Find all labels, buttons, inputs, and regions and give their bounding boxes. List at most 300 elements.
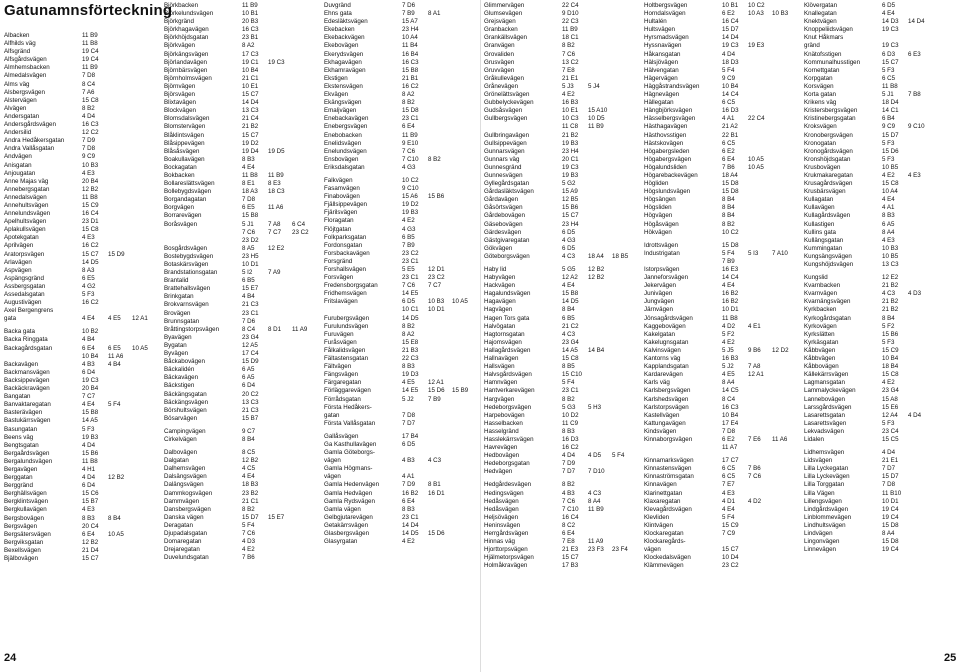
map-grid-code: 11 B9 bbox=[588, 123, 604, 131]
map-grid-code: 7 C7 bbox=[82, 393, 96, 401]
map-grid-code: 4 C3 bbox=[882, 290, 896, 298]
street-entry bbox=[484, 290, 640, 298]
street-name: Anne Majas väg bbox=[4, 177, 49, 185]
map-grid-code: 13 C3 bbox=[242, 398, 259, 406]
street-entry bbox=[164, 522, 320, 530]
street-name: Kyrkovägen bbox=[804, 322, 837, 330]
map-grid-code: 16 B2 bbox=[722, 298, 739, 306]
street-entry bbox=[644, 204, 800, 212]
street-entry bbox=[164, 277, 320, 285]
map-grid-code: 7 D7 bbox=[882, 465, 896, 473]
street-name: Hälvengatan bbox=[644, 66, 679, 74]
street-entry bbox=[164, 506, 320, 514]
map-grid-code: 13 C3 bbox=[882, 261, 899, 268]
street-name: Björkhöjdsgatan bbox=[164, 34, 209, 42]
street-name: Herrgårdsvägen bbox=[484, 530, 529, 537]
map-grid-code: 4 D2 bbox=[748, 497, 762, 505]
map-grid-code: 17 E4 bbox=[722, 419, 739, 427]
street-name: Källekärrsvägen bbox=[804, 371, 849, 379]
map-grid-code: 4 B4 bbox=[242, 293, 255, 301]
map-grid-code: 22 C3 bbox=[562, 18, 579, 26]
street-entry bbox=[164, 490, 320, 498]
street-entry bbox=[804, 51, 954, 59]
map-grid-code: 21 B1 bbox=[402, 74, 419, 82]
map-grid-code: 4 D4 bbox=[908, 411, 922, 419]
map-grid-code: 4 G3 bbox=[562, 236, 576, 244]
street-column-1 bbox=[4, 32, 160, 563]
street-name: Boakullavägen bbox=[164, 155, 205, 163]
street-name: Kommunalhusstigen bbox=[804, 58, 861, 66]
map-grid-code: 4 E5 bbox=[402, 379, 415, 387]
street-name: Augustivägen bbox=[4, 299, 42, 307]
map-grid-code: 7 D8 bbox=[82, 145, 96, 153]
map-grid-code: 6 E2 bbox=[722, 435, 735, 443]
map-grid-code: 15 B8 bbox=[402, 66, 419, 74]
street-entry bbox=[324, 315, 480, 323]
street-entry bbox=[484, 2, 640, 10]
street-entry bbox=[644, 490, 800, 498]
street-entry bbox=[164, 10, 320, 18]
map-grid-code: 7 B9 bbox=[402, 241, 415, 249]
street-entry bbox=[644, 26, 800, 34]
map-grid-code: 5 J1 bbox=[882, 91, 894, 99]
street-entry bbox=[484, 221, 640, 229]
street-name: Emaljvägen bbox=[324, 107, 357, 115]
street-entry bbox=[164, 188, 320, 196]
street-entry bbox=[164, 449, 320, 457]
street-entry bbox=[484, 428, 640, 436]
street-name: Ekerydsvägen bbox=[324, 50, 364, 58]
map-grid-code: 19 D2 bbox=[402, 201, 419, 209]
street-entry bbox=[324, 242, 480, 250]
street-entry bbox=[804, 546, 954, 554]
street-name: Kronshöjdsgatan bbox=[804, 155, 851, 163]
street-entry bbox=[804, 91, 954, 99]
map-grid-code: 19 D4 bbox=[242, 147, 259, 155]
street-entry bbox=[164, 465, 320, 473]
street-name: Kungslid bbox=[804, 274, 828, 282]
street-entry bbox=[4, 40, 160, 48]
map-grid-code: 4 E2 bbox=[402, 217, 415, 225]
map-grid-code: 15 B7 bbox=[242, 414, 259, 422]
map-grid-code: 21 B2 bbox=[882, 282, 899, 290]
street-name: Lindgårdsvägen bbox=[804, 505, 849, 513]
street-name: Borgvägen bbox=[164, 204, 194, 212]
map-grid-code: 4 H1 bbox=[82, 465, 96, 473]
map-grid-code: 10 A5 bbox=[108, 530, 124, 538]
map-grid-code: 23 C1 bbox=[402, 513, 419, 521]
street-name: Bäckängsgatan bbox=[164, 390, 207, 398]
map-grid-code: 21 E3 bbox=[562, 546, 579, 554]
street-entry bbox=[4, 442, 160, 450]
street-name: Kinnamarksvägen bbox=[644, 457, 694, 465]
street-entry bbox=[164, 407, 320, 415]
street-name: Kristinebergsgatan bbox=[804, 115, 856, 123]
street-entry bbox=[164, 293, 320, 301]
street-name: Krikens väg bbox=[804, 99, 837, 107]
street-name: Gelbgjutarevägen bbox=[324, 513, 373, 521]
street-name: Andersgatan bbox=[4, 112, 40, 120]
street-name: Kinnastensvägen bbox=[644, 465, 692, 473]
map-grid-code: 15 C8 bbox=[82, 226, 99, 234]
map-grid-code: 21 B2 bbox=[882, 306, 899, 314]
street-entry bbox=[324, 123, 480, 131]
map-grid-code: 4 D3 bbox=[242, 538, 256, 546]
street-name: Hagtornsgatan bbox=[484, 330, 525, 338]
street-name: Klövergatan bbox=[804, 2, 838, 9]
map-grid-code: 14 D4 bbox=[908, 18, 925, 26]
street-name: Bergsbovägen bbox=[4, 514, 44, 522]
map-grid-code: 16 B4 bbox=[402, 50, 419, 58]
map-grid-code: 22 C4 bbox=[562, 2, 579, 9]
street-name: Bergklintsvägen bbox=[4, 498, 49, 506]
street-entry bbox=[4, 409, 160, 417]
map-grid-code: 8 B2 bbox=[562, 42, 575, 50]
street-entry bbox=[324, 217, 480, 225]
street-name: Aratorpsvägen bbox=[4, 250, 45, 258]
map-grid-code: 15 B8 bbox=[562, 290, 579, 298]
street-entry bbox=[644, 140, 800, 148]
street-name: Industrigatan bbox=[644, 249, 680, 257]
street-entry bbox=[644, 172, 800, 180]
map-grid-code: 23 G4 bbox=[882, 387, 899, 395]
street-entry bbox=[324, 379, 480, 387]
street-entry bbox=[164, 156, 320, 164]
street-name: Hultsvägen bbox=[644, 26, 675, 34]
map-grid-code: 11 A9 bbox=[588, 538, 604, 546]
street-entry bbox=[804, 180, 954, 188]
street-entry bbox=[484, 164, 640, 172]
street-name: Gubbelyckevägen bbox=[484, 99, 534, 107]
street-entry bbox=[804, 59, 954, 67]
street-entry bbox=[644, 481, 800, 489]
street-name: Hedåsvägen bbox=[484, 505, 519, 513]
map-grid-code: 5 J5 bbox=[722, 346, 734, 354]
street-name: Gamla Hedenvägen bbox=[324, 481, 380, 489]
street-name: Lindvägen bbox=[804, 530, 833, 537]
map-grid-code: 15 B9 bbox=[452, 387, 469, 395]
map-grid-code: 15 C7 bbox=[562, 554, 579, 562]
street-entry bbox=[164, 83, 320, 91]
street-entry bbox=[804, 75, 954, 83]
map-grid-code: 4 E4 bbox=[82, 315, 95, 323]
street-name: Getakärrsvägen bbox=[324, 521, 369, 529]
street-name: Kinnaborgsvägen bbox=[644, 435, 693, 443]
street-entry bbox=[324, 473, 480, 481]
street-entry bbox=[804, 140, 954, 148]
street-name: Gudsåsvägen bbox=[484, 107, 523, 115]
street-name: Gunnesgränd bbox=[484, 163, 522, 171]
map-grid-code: 7 C6 bbox=[562, 497, 576, 505]
map-grid-code: 5 I3 bbox=[748, 249, 759, 257]
street-entry bbox=[484, 237, 640, 245]
street-name: Kinnaströmsgatan bbox=[644, 473, 694, 481]
street-name: Glimmervägen bbox=[484, 2, 525, 9]
map-grid-code: 8 B2 bbox=[722, 220, 735, 228]
map-grid-code: 15 D8 bbox=[722, 180, 739, 188]
map-grid-code: 5 J3 bbox=[562, 82, 574, 90]
street-entry bbox=[484, 253, 640, 261]
street-name: Hästhagavägen bbox=[644, 123, 688, 131]
street-entry bbox=[324, 290, 480, 298]
street-entry bbox=[324, 355, 480, 363]
street-name: Björkgränd bbox=[164, 18, 194, 26]
street-name: Kullagårdsvägen bbox=[804, 212, 851, 220]
map-grid-code: 7 E8 bbox=[562, 66, 575, 74]
street-entry bbox=[484, 172, 640, 180]
street-name: Lidhemsvägen bbox=[804, 449, 845, 457]
page-title: Gatunamnsförteckning bbox=[4, 2, 173, 19]
street-name: Kroksvägen bbox=[804, 123, 837, 131]
street-entry bbox=[804, 506, 954, 514]
street-entry bbox=[644, 546, 800, 554]
map-grid-code: 4 E4 bbox=[722, 505, 735, 513]
street-name: Andra Hedåkersgatan bbox=[4, 137, 65, 145]
map-grid-code: 17 B3 bbox=[562, 562, 579, 570]
street-name: Krukmakaregatan bbox=[804, 171, 853, 179]
street-entry bbox=[324, 522, 480, 530]
street-entry bbox=[164, 301, 320, 309]
map-grid-code: 5 J4 bbox=[588, 82, 600, 90]
map-grid-code: 7 D6 bbox=[242, 317, 256, 325]
map-grid-code: 7 D9 bbox=[82, 137, 96, 145]
street-name: Blixtavägen bbox=[164, 99, 196, 107]
map-grid-code: 21 B2 bbox=[562, 131, 579, 139]
map-grid-code: 23 H4 bbox=[562, 220, 579, 228]
street-entry bbox=[804, 115, 954, 123]
map-grid-code: 12 A4 bbox=[882, 411, 898, 419]
street-name: Björnbärsvägen bbox=[164, 66, 208, 74]
street-name: Kullins gata bbox=[804, 228, 836, 236]
street-name: Bergalundsvägen bbox=[4, 457, 53, 465]
street-entry bbox=[484, 26, 640, 34]
street-name: Deragatan bbox=[164, 521, 193, 529]
street-name: Hällegatan bbox=[644, 99, 674, 107]
street-entry bbox=[644, 323, 800, 331]
map-grid-code: 18 B5 bbox=[612, 252, 629, 260]
map-grid-code: 12 D1 bbox=[428, 266, 445, 273]
street-name: Gunnesvägen bbox=[484, 171, 523, 179]
map-grid-code: 23 C2 bbox=[292, 228, 309, 236]
street-name: Beens väg bbox=[4, 433, 34, 441]
map-grid-code: 4 E2 bbox=[882, 171, 895, 179]
street-entry bbox=[4, 234, 160, 242]
street-name: Bollebygdsvägen bbox=[164, 188, 212, 196]
street-entry bbox=[484, 132, 640, 140]
street-name: Klarinettgatan bbox=[644, 489, 683, 497]
street-name: Edesläktsvägen bbox=[324, 18, 368, 26]
map-grid-code: 14 B4 bbox=[588, 346, 605, 354]
street-name: Klevliden bbox=[644, 513, 670, 521]
street-name: Alfsgårdsvägen bbox=[4, 56, 47, 64]
street-name: Dalsängsvägen bbox=[164, 473, 207, 481]
map-grid-code: 9 C9 bbox=[882, 123, 896, 131]
street-name: Högliden bbox=[644, 180, 669, 188]
street-name: Banvaktaregatan bbox=[4, 401, 51, 409]
street-entry bbox=[644, 387, 800, 395]
map-grid-code: 23 G4 bbox=[562, 338, 579, 346]
street-entry bbox=[4, 194, 160, 202]
map-grid-code: 19 C4 bbox=[882, 505, 899, 513]
map-grid-code: 21 B3 bbox=[402, 346, 419, 354]
street-entry bbox=[164, 253, 320, 261]
map-grid-code: 19 B3 bbox=[562, 171, 579, 179]
street-entry bbox=[4, 458, 160, 466]
street-entry bbox=[164, 115, 320, 123]
street-entry bbox=[644, 412, 800, 420]
map-grid-code: 11 B10 bbox=[882, 489, 902, 497]
map-grid-code: 23 H5 bbox=[242, 252, 259, 260]
map-grid-code: 5 F4 bbox=[562, 379, 575, 387]
map-grid-code: 5 F3 bbox=[882, 419, 895, 427]
map-grid-code: 11 B8 bbox=[722, 314, 738, 322]
map-grid-code: 18 A4 bbox=[722, 171, 738, 179]
street-entry bbox=[484, 498, 640, 506]
street-entry bbox=[644, 396, 800, 404]
map-grid-code: 14 D4 bbox=[722, 34, 739, 42]
street-entry bbox=[484, 274, 640, 282]
map-grid-code: 10 D1 bbox=[242, 261, 259, 268]
street-entry bbox=[644, 506, 800, 514]
page-number-right: 25 bbox=[944, 652, 957, 664]
street-entry bbox=[164, 350, 320, 358]
map-grid-code: 8 C5 bbox=[242, 449, 256, 457]
map-grid-code: 16 B3 bbox=[562, 99, 579, 107]
map-grid-code: 16 C4 bbox=[562, 513, 579, 521]
street-name: Kattungavägen bbox=[644, 419, 686, 427]
street-name: Kronogårdsvägen bbox=[804, 147, 853, 155]
street-entry bbox=[4, 385, 160, 393]
street-name: Hägervägen bbox=[644, 74, 678, 82]
street-name: Blomstervägen bbox=[164, 123, 206, 131]
map-grid-code: 7 D8 bbox=[402, 411, 416, 419]
map-grid-code: 8 B2 bbox=[402, 322, 415, 330]
map-grid-code: 18 D4 bbox=[882, 99, 899, 107]
street-entry bbox=[804, 10, 954, 18]
street-name: Jekervägen bbox=[644, 282, 676, 290]
street-entry bbox=[644, 196, 800, 204]
street-entry bbox=[164, 148, 320, 156]
map-grid-code: 8 C4 bbox=[82, 80, 96, 88]
map-grid-code: 14 D5 bbox=[82, 258, 99, 266]
street-name: Furubergsvägen bbox=[324, 314, 370, 322]
map-grid-code: 4 E4 bbox=[882, 196, 895, 204]
map-grid-code: 19 C3 bbox=[882, 26, 899, 34]
street-name: Ga Kasthullavägen bbox=[324, 440, 377, 448]
map-grid-code: 6 E4 bbox=[722, 155, 735, 163]
map-grid-code: 12 B2 bbox=[588, 266, 605, 273]
map-grid-code: 23 D2 bbox=[242, 236, 259, 244]
street-entry bbox=[324, 457, 480, 465]
street-entry bbox=[804, 379, 954, 387]
street-entry bbox=[324, 387, 480, 395]
street-name: Holmåkravägen bbox=[484, 562, 528, 570]
map-grid-code: 7 E8 bbox=[562, 538, 575, 546]
street-name: Grejsvägen bbox=[484, 18, 516, 26]
street-entry bbox=[644, 18, 800, 26]
street-name: Lilla Lyckevägen bbox=[804, 473, 850, 481]
map-grid-code: 10 B3 bbox=[428, 298, 445, 306]
map-grid-code: 8 B3 bbox=[402, 505, 415, 513]
street-entry bbox=[644, 538, 800, 546]
street-entry bbox=[644, 457, 800, 465]
street-entry bbox=[644, 148, 800, 156]
street-name: Kyrkogårdsgatan bbox=[804, 314, 851, 322]
map-grid-code: 7 C6 bbox=[748, 473, 762, 481]
street-entry bbox=[324, 107, 480, 115]
street-name: Eriksdalsgatan bbox=[324, 163, 365, 171]
street-name: Lilla Lyckegatan bbox=[804, 465, 849, 473]
street-name: Kullängsgatan bbox=[804, 236, 844, 244]
street-entry bbox=[804, 498, 954, 506]
street-entry bbox=[4, 113, 160, 121]
map-grid-code: 23 B2 bbox=[242, 489, 259, 497]
street-entry bbox=[164, 245, 320, 253]
street-entry bbox=[804, 355, 954, 363]
map-grid-code: 6 E2 bbox=[722, 10, 735, 18]
map-grid-code: 4 C5 bbox=[242, 465, 256, 473]
street-entry bbox=[4, 345, 160, 353]
map-grid-code: 21 B2 bbox=[242, 123, 259, 131]
map-grid-code: 23 G4 bbox=[242, 333, 259, 341]
street-name: Bygatan bbox=[164, 341, 187, 349]
map-grid-code: 11 A9 bbox=[292, 325, 308, 333]
map-grid-code: 6 D5 bbox=[402, 440, 416, 448]
street-entry bbox=[4, 251, 160, 259]
street-name: Drejaregatan bbox=[164, 546, 200, 554]
street-name: Enebergsvägen bbox=[324, 123, 368, 131]
map-grid-code: 7 D7 bbox=[562, 468, 576, 476]
street-name: Istorpsvägen bbox=[644, 266, 680, 273]
map-grid-code: 14 D5 bbox=[402, 314, 419, 322]
map-grid-code: 10 B3 bbox=[82, 161, 99, 169]
map-grid-code: 11 B9 bbox=[268, 171, 284, 179]
map-grid-code: 21 C4 bbox=[242, 115, 259, 123]
street-entry bbox=[484, 123, 640, 131]
street-entry bbox=[484, 18, 640, 26]
street-entry bbox=[324, 67, 480, 75]
street-name: Folkparksgatan bbox=[324, 233, 367, 241]
street-name: Brunnsgatan bbox=[164, 317, 200, 325]
street-name: Fordonsgatan bbox=[324, 241, 363, 249]
map-grid-code: 10 B1 bbox=[242, 10, 259, 18]
map-grid-code: 4 B4 bbox=[82, 336, 95, 344]
map-grid-code: 9 C10 bbox=[402, 185, 419, 193]
street-name: Lilla Torggatan bbox=[804, 481, 845, 489]
street-entry bbox=[164, 18, 320, 26]
street-entry bbox=[644, 371, 800, 379]
street-entry bbox=[644, 221, 800, 229]
street-entry bbox=[644, 355, 800, 363]
map-grid-code: 15 A10 bbox=[588, 107, 608, 115]
street-name: Byvägen bbox=[164, 350, 189, 358]
map-grid-code: 14 C1 bbox=[882, 107, 899, 115]
street-entry bbox=[324, 347, 480, 355]
street-entry bbox=[644, 522, 800, 530]
map-grid-code: 18 B3 bbox=[242, 481, 259, 489]
street-name: Brokvarnsvägen bbox=[164, 301, 209, 309]
street-entry bbox=[164, 42, 320, 50]
map-grid-code: 6 D3 bbox=[882, 50, 896, 58]
street-entry bbox=[484, 204, 640, 212]
street-entry bbox=[484, 323, 640, 331]
map-grid-code: 17 B4 bbox=[402, 432, 419, 440]
street-name: Hargvägen bbox=[484, 395, 515, 403]
street-entry bbox=[484, 468, 640, 476]
map-grid-code: 15 C8 bbox=[562, 355, 579, 363]
map-grid-code: 10 B2 bbox=[82, 328, 99, 336]
map-grid-code: 10 E1 bbox=[562, 107, 579, 115]
